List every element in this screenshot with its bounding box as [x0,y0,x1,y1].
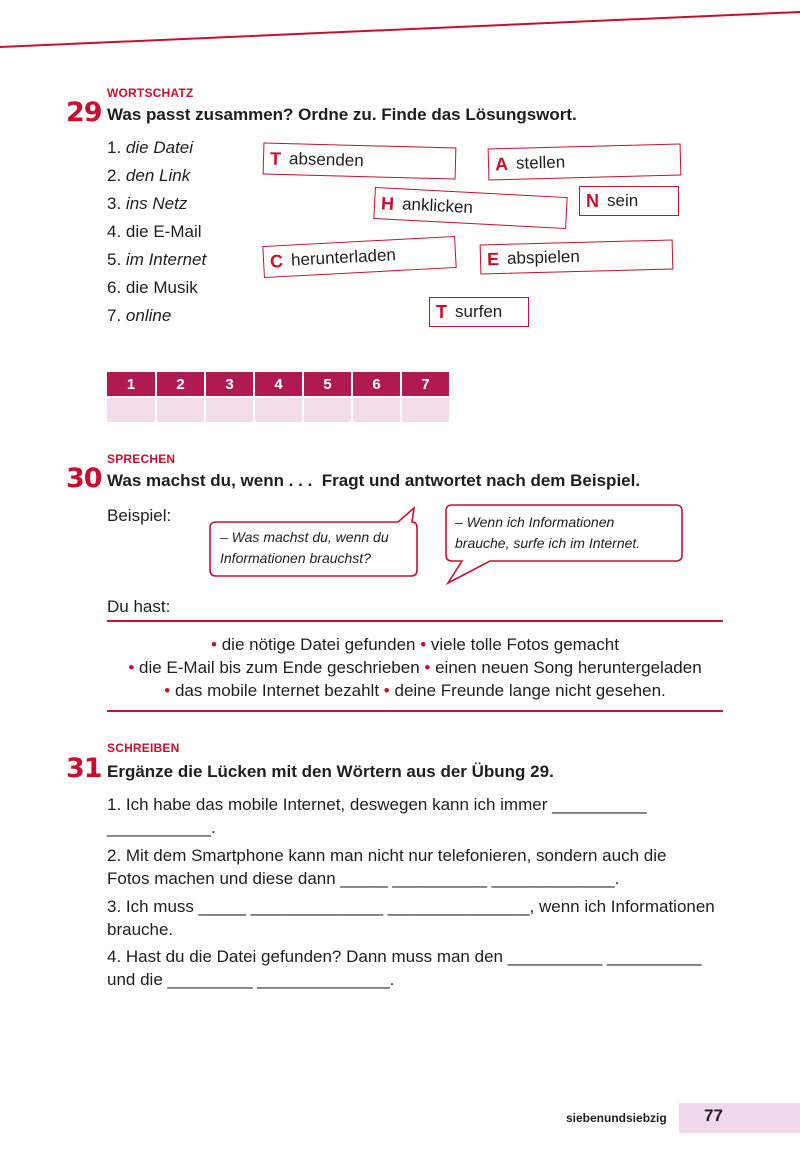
you-have-label: Du hast: [107,597,171,616]
answer-cell-4[interactable] [254,397,303,422]
word-box-stellen[interactable] [488,143,682,180]
page-number-word: siebenundsiebzig [566,1111,667,1125]
ex29-item-1: 1. die Datei [107,138,194,157]
divider-bottom [107,710,723,712]
answer-cell-3[interactable] [205,397,254,422]
ex31-line-3b: brauche. [107,920,174,939]
ex31-line-2b: Fotos machen und diese dann _____ __________ _____________. [107,869,620,888]
answer-header-1: 1 [107,372,156,397]
ex29-item-7: 7. online [107,306,172,325]
bullet-line-1: • die nötige Datei gefunden • viele tolle Fotos gemacht [211,635,619,654]
ex29-item-3: 3. ins Netz [107,194,188,213]
page-number: 77 [704,1106,723,1125]
ex31-line-1a: 1. Ich habe das mobile Internet, deswegen kann ich immer __________ [107,795,647,814]
bullet-dot-icon: • [128,658,135,677]
answer-header-2: 2 [156,372,205,397]
answer-header-5: 5 [303,372,352,397]
word-text: absenden [288,149,364,171]
ex31-line-1b: ___________. [107,818,216,837]
answer-table-header-row [107,372,450,397]
bullet-line-3: • das mobile Internet bezahlt • deine Freunde lange nicht gesehen. [164,681,666,700]
word-box-surfen[interactable] [429,297,529,327]
solution-letter: E [486,248,500,269]
word-box-abspielen[interactable] [480,239,674,274]
ex29-answer-table [107,372,451,422]
answer-header-4: 4 [254,372,303,397]
bubble-right-text: – Wenn ich Informationen brauche, surfe ich im Internet. [455,514,641,551]
answer-cell-6[interactable] [352,397,401,422]
bullet-line-2: • die E-Mail bis zum Ende geschrieben • einen neuen Song heruntergeladen [128,658,702,677]
bullet-dot-icon: • [164,681,171,700]
ex31-title: Ergänze die Lücken mit den Wörtern aus der Übung 29. [107,762,554,781]
ex31-number: 31 [66,753,102,784]
word-box-sein[interactable] [579,186,679,216]
answer-cell-1[interactable] [107,397,156,422]
answer-table-input-row [107,397,450,422]
word-box-absenden[interactable] [263,142,457,179]
word-text: stellen [515,152,566,173]
bullet-dot-icon: • [420,635,427,654]
solution-letter: T [269,148,282,169]
ex29-item-5: 5. im Internet [107,250,207,269]
answer-header-3: 3 [205,372,254,397]
example-label: Beispiel: [107,506,172,525]
solution-letter: T [436,301,447,322]
solution-letter: H [380,192,395,214]
solution-letter: N [586,190,599,211]
ex31-line-4b: und die _________ ______________. [107,970,395,989]
ex31-line-4a: 4. Hast du die Datei gefunden? Dann muss man den __________ __________ [107,947,702,966]
ex30-number: 30 [66,463,102,494]
solution-letter: A [494,153,509,174]
divider-top [107,620,723,622]
word-text: herunterladen [290,245,397,270]
top-accent-line [0,0,800,60]
word-text: anklicken [401,194,474,218]
ex30-section-label: SPRECHEN [107,452,176,466]
ex29-section-label: WORTSCHATZ [107,86,194,100]
answer-cell-5[interactable] [303,397,352,422]
page-number-box [679,1103,800,1133]
word-text: abspielen [506,246,581,268]
word-text: sein [607,191,639,210]
ex29-item-6: 6. die Musik [107,278,198,297]
answer-cell-7[interactable] [401,397,450,422]
ex31-section-label: SCHREIBEN [107,741,180,755]
word-box-anklicken[interactable] [373,187,567,229]
answer-header-6: 6 [352,372,401,397]
bullet-dot-icon: • [424,658,431,677]
solution-letter: C [269,250,284,272]
ex29-item-4: 4. die E-Mail [107,222,202,241]
word-box-herunterladen[interactable] [262,236,456,278]
ex31-line-2a: 2. Mit dem Smartphone kann man nicht nur telefonieren, sondern auch die [107,846,667,865]
bubble-left-text: – Was machst du, wenn du Informationen brauchst? [220,529,389,566]
bullet-dot-icon: • [211,635,217,654]
word-text: surfen [455,302,503,321]
bullet-dot-icon: • [383,681,390,700]
ex29-item-2: 2. den Link [107,166,191,185]
answer-header-7: 7 [401,372,450,397]
ex30-title: Was machst du, wenn . . . Fragt und antwortet nach dem Beispiel. [107,471,641,490]
ex29-title: Was passt zusammen? Ordne zu. Finde das Lösungswort. [107,105,577,124]
ex29-number: 29 [66,97,102,128]
answer-cell-2[interactable] [156,397,205,422]
ex31-line-3a: 3. Ich muss _____ ______________ _______________, wenn ich Informationen [107,897,715,916]
